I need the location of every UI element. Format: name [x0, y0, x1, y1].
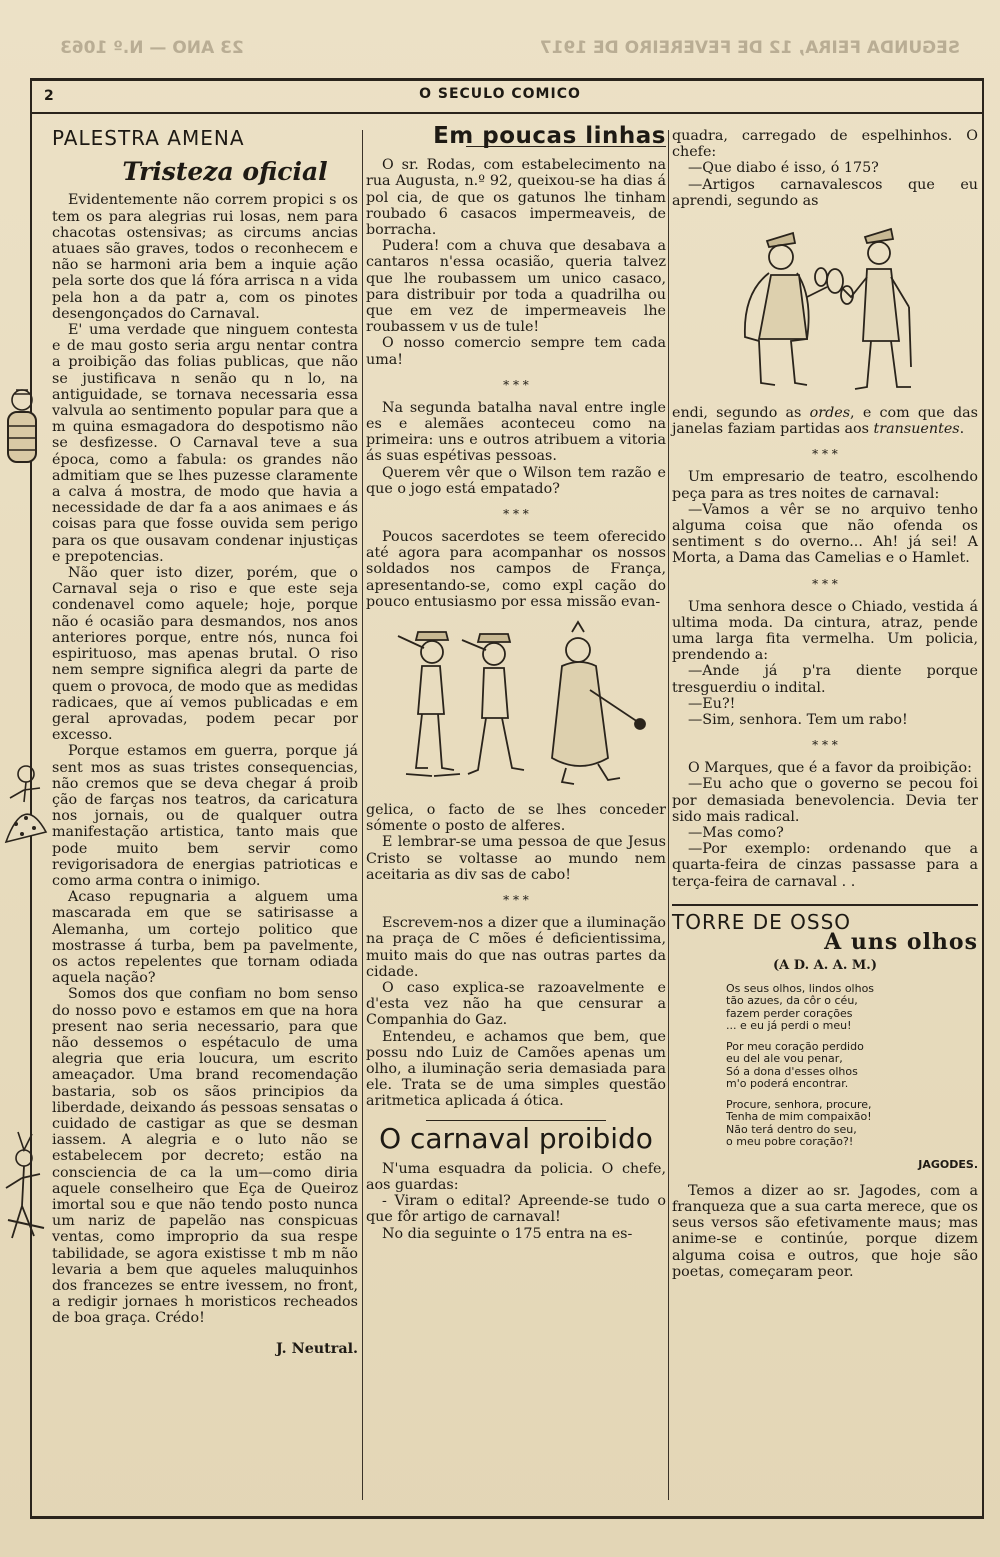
page-number: 2	[44, 88, 54, 104]
poem-line: eu del ale vou penar,	[726, 1052, 843, 1065]
paragraph: —Que diabo é isso, ó 175?	[688, 160, 879, 177]
paragraph: Somos dos que confiam no bom senso do nosso povo e estamos em que na hora present nao seria necessario, para que não dessemos o espétaculo de uma alegria que eria loucura, um escrito ameaçador. Uma brand recomendação bastaria, sob os sãos principios da liberdade, deixando ás pessoas sensatas o cuidado de castigar as que se desman iassem. A alegria e o luto não se estabelecem por decreto; estão na consciencia de ca la um—como diria aquele conselheiro que Eça de Queiroz imortal sou e que não tendo posto nunca um nariz de papelão nas conspicuas ventas, como improprio da sua respe tabilidade, se agora existisse t mb m não levaria a bem que aqueles maluquinhos dos francezes se entre ivessem, no front, a redigir jornaes h moristicos recheados de boa graça. Crédo!	[52, 986, 358, 1327]
column-palestra	[52, 126, 358, 1357]
soldiers-and-priest-illustration	[376, 618, 656, 794]
paragraph: Entendeu, e achamos que bem, que possu ndo Luiz de Camões apenas um olho, a iluminação seria demasiada para ele. Trata se de uma simples questão aritmetica aplicada á ótica.	[366, 1028, 666, 1110]
paragraph: N'uma esquadra da policia. O chefe, aos guardas:	[366, 1160, 666, 1193]
paragraph: E' uma verdade que ninguem contesta e de mau gosto seria argu nentar contra a proibição das folias publicas, que não se justificava n senão qu n lo, na antiguidade, se tornava necessaria essa valvula ao sentimento popular para que a m quina esmagadora do despotismo não se desfizesse. O Carnaval teve a sua época, como a fabula: os grandes não admitiam que se lhes puzesse claramente a calva á mostra, de modo que havia a necessidade de dar fa a aos animaes e ás coisas para que fosse ouvida sem perigo para os que ousavam condenar injustiças e prepotencias.	[52, 322, 358, 565]
paragraph: —Ande já p'ra diente porque tresguerdiu o indital.	[672, 663, 978, 696]
poem-line: m'o poderá encontrar.	[726, 1077, 849, 1090]
poem-stanza	[726, 983, 978, 1033]
paragraph: —Sim, senhora. Tem um rabo!	[688, 712, 908, 729]
poem-title: A uns olhos	[824, 929, 978, 956]
article-title-carnaval-proibido: O carnaval proibido	[379, 1121, 653, 1155]
poem-line: Os seus olhos, lindos olhos	[726, 981, 875, 995]
poem-stanza	[726, 1041, 978, 1091]
poem-line: Tenha de mim compaixão!	[726, 1110, 872, 1123]
paragraph: E lembrar-se uma pessoa de que Jesus Cristo se voltasse ao mundo nem aceitaria as div sas de cabo!	[366, 834, 666, 883]
poem-line: tão azues, da côr o céu,	[726, 994, 858, 1007]
policemen-mirrors-illustration	[715, 217, 935, 397]
section-title-torre-de-osso: TORRE DE OSSO	[672, 909, 852, 934]
section-title-em-poucas-linhas: Em poucas linhas	[433, 123, 666, 149]
poem	[726, 983, 978, 1149]
column-divider	[362, 130, 363, 1500]
column-em-poucas-linhas	[366, 123, 666, 1242]
paragraph: O caso explica-se razoavelmente e d'esta vez não ha que censurar a Companhia do Gaz.	[366, 979, 666, 1029]
paragraph: Porque estamos em guerra, porque já sent mos as suas tristes consequencias, não cremos que se deva chegar á proib ção de farças nos teatros, da caricatura nos jornais, ou de qualquer outra manifestação artistica, tanto mais que pode muito bem servir como revigorisadora de energias patrioticas e como arma contra o inimigo.	[52, 743, 358, 889]
paragraph: —Eu?!	[688, 695, 736, 712]
separator-stars: * * *	[812, 447, 838, 462]
paragraph: O Marques, que é a favor da proibição:	[688, 760, 972, 777]
section-title-palestra: PALESTRA AMENA	[52, 126, 245, 150]
poem-line: fazem perder corações	[726, 1006, 853, 1020]
header-rule	[30, 112, 984, 114]
article-title-tristeza: Tristeza oficial	[122, 157, 328, 187]
paragraph: Uma senhora desce o Chiado, vestida á ultima moda. Da cintura, atraz, pende uma larga fita vermelha. Um policia, prendendo a:	[672, 598, 978, 664]
paragraph: Na segunda batalha naval entre ingle es e alemães aconteceu como na primeira: uns e outros atribuem a vitoria ás suas espétivas pessoas.	[366, 399, 666, 465]
top-rule	[30, 78, 984, 81]
masthead: O SECULO COMICO	[419, 86, 581, 102]
paragraph: gelica, o facto de se lhes conceder sómente o posto de alferes.	[366, 802, 666, 835]
poem-stanza	[726, 1099, 978, 1149]
poem-line: o meu pobre coração?!	[726, 1135, 854, 1148]
poem-line: Procure, senhora, procure,	[726, 1097, 872, 1111]
separator-stars: * * *	[503, 893, 529, 908]
emphasis: transuentes	[873, 421, 960, 438]
paragraph: Acaso repugnaria a alguem uma mascarada em que se satirisasse a Alemanha, um cortejo politico que mostrasse á turba, bem pa pavelmente, os actos repelentes que tornam odiada aquela nação?	[52, 889, 358, 987]
paragraph: Temos a dizer ao sr. Jagodes, com a franqueza que a sua carta merece, que os seus versos são efetivamente maus; mas anime-se e continúe, porque dizem alguma coisa e outros, que hoje são poetas, começaram peor.	[672, 1182, 978, 1280]
poem-signature: JAGODES.	[918, 1157, 978, 1171]
poem-line: Por meu coração perdido	[726, 1039, 864, 1053]
section-rule	[672, 904, 978, 906]
paragraph: Poucos sacerdotes se teem oferecido até agora para acompanhar os nossos soldados nos campos de França, apresentando-se, como expl cação do pouco entusiasmo por essa missão evan-	[366, 529, 666, 610]
poem-line: Não terá dentro do seu,	[726, 1122, 857, 1136]
paragraph: —Artigos carnavalescos que eu aprendi, segundo as	[672, 176, 978, 209]
paragraph: Querem vêr que o Wilson tem razão e que o jogo está empatado?	[366, 464, 666, 497]
paragraph: —Eu acho que o governo se pecou foi por demasiada benevolencia. Devia ter sido mais radical.	[672, 776, 978, 825]
paragraph: quadra, carregado de espelhinhos. O chefe:	[672, 128, 978, 161]
paragraph: —Vamos a vêr se no arquivo tenho alguma coisa que não ofenda os sentiment s do overno... Ah! já sei! A Morta, a Dama das Camelias e o Hamlet.	[672, 501, 978, 567]
bleed-through-text: SEGUNDA FEIRA, 12 DE FEVEREIRO DE 1917 23 ANO — N.º 1063	[60, 38, 960, 58]
column-three	[672, 128, 978, 1280]
separator-stars: * * *	[503, 507, 529, 522]
separator-stars: * * *	[812, 576, 838, 591]
paragraph: - Viram o edital? Apreende-se tudo o que fôr artigo de carnaval!	[366, 1193, 666, 1226]
bottom-rule	[30, 1516, 984, 1519]
paragraph: No dia seguinte o 175 entra na es-	[382, 1225, 633, 1242]
paragraph: Um empresario de teatro, escolhendo peça para as tres noites de carnaval:	[672, 469, 978, 502]
barrel-figure-doodle	[0, 386, 44, 468]
separator-stars: * * *	[812, 738, 838, 753]
paragraph: Não quer isto dizer, porém, que o Carnaval seja o riso e que este seja condenavel como aquele; hoje, porque não é ocasião para desmandos, nos anos anteriores porque, entre nós, nunca foi espirituoso, mas apenas brutal. O riso nem sempre significa alegri da parte de quem o provoca, de modo que as medidas radicaes, que aí vemos publicadas e em geral aprovadas, podem pecar por excesso.	[52, 565, 358, 744]
column-divider	[668, 130, 669, 1500]
separator-stars: * * *	[503, 377, 529, 392]
poem-byline: (A D. A. A. M.)	[773, 958, 877, 974]
emphasis: ordes	[809, 405, 851, 422]
paragraph: O sr. Rodas, com estabelecimento na rua Augusta, n.º 92, queixou-se ha dias á pol cia, de que os gatunos lhe tinham roubado 6 casacos impermeaveis, de borracha.	[366, 157, 666, 239]
signature: J. Neutral.	[276, 1340, 358, 1357]
paragraph: O nosso comercio sempre tem cada uma!	[366, 335, 666, 368]
paragraph: Pudera! com a chuva que desabava a cantaros n'essa ocasião, queria talvez que lhe roubassem um unico casaco, para distribuir por toda a quadrilha ou que em vez de impermeaveis lhe roubassem v us de tule!	[366, 238, 666, 336]
poem-line: Só a dona d'esses olhos	[726, 1064, 858, 1078]
separator-rule	[426, 1120, 606, 1121]
poem-line: ... e eu já perdi o meu!	[726, 1019, 852, 1032]
right-frame	[982, 78, 984, 1516]
paragraph: endi, segundo as ordes, e com que das janelas faziam partidas aos transuentes.	[672, 405, 978, 438]
paragraph: Evidentemente não correm propici s os tem os para alegrias rui losas, nem para chacotas ostensivas; as circums ancias atuaes são graves, todos o reconhecem e não se harmoni aria bem a inquie ação pela sorte dos que lá fóra arrisca n a vida pela hon a da patr a, com os pinotes desengonçados do Carnaval.	[52, 192, 358, 322]
dancing-lady-doodle	[0, 762, 50, 852]
paragraph: —Por exemplo: ordenando que a quarta-feira de cinzas passasse para a terça-feira de carnaval . .	[672, 841, 978, 890]
paragraph: Escrevem-nos a dizer que a iluminação na praça de C mões é deficientissima, muito mais do que nas outras partes da cidade.	[366, 915, 666, 980]
jester-doodle	[0, 1128, 50, 1248]
paragraph: —Mas como?	[688, 825, 784, 842]
